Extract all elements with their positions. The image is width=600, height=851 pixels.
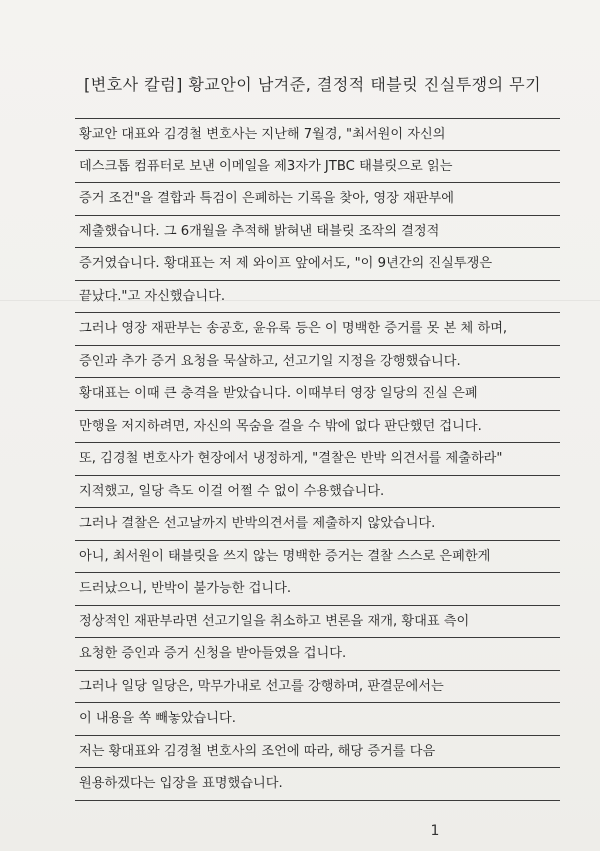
text-line-15: 드러났으니, 반박이 불가능한 겁니다. (75, 573, 560, 606)
text-line-3: 증거 조건"을 결합과 특검이 은폐하는 기록을 찾아, 영장 재판부에 (75, 183, 560, 216)
text-line-2: 데스크톱 컴퓨터로 보낸 이메일을 제3자가 JTBC 태블릿으로 읽는 (75, 151, 560, 184)
text-line-17: 요청한 증인과 증거 신청을 받아들였을 겁니다. (75, 638, 560, 671)
text-line-16: 정상적인 재판부라면 선고기일을 취소하고 변론을 재개, 황대표 측이 (75, 606, 560, 639)
text-line-20: 저는 황대표와 김경철 변호사의 조언에 따라, 해당 증거를 다음 (75, 736, 560, 769)
page-number: 1 (430, 823, 440, 839)
text-line-14: 아니, 최서원이 태블릿을 쓰지 않는 명백한 증거는 결찰 스스로 은폐한게 (75, 541, 560, 574)
text-line-1: 황교안 대표와 김경철 변호사는 지난해 7월경, "최서원이 자신의 (75, 118, 560, 151)
text-line-10: 만행을 저지하려면, 자신의 목숨을 걸을 수 밖에 없다 판단했던 겁니다. (75, 411, 560, 444)
text-line-8: 증인과 추가 증거 요청을 묵살하고, 선고기일 지정을 강행했습니다. (75, 346, 560, 379)
text-line-6: 끝났다."고 자신했습니다. (75, 281, 560, 314)
text-line-21: 원용하겠다는 입장을 표명했습니다. (75, 768, 560, 801)
text-line-13: 그러나 결찰은 선고날까지 반박의견서를 제출하지 않았습니다. (75, 508, 560, 541)
text-line-19: 이 내용을 쏙 빼놓았습니다. (75, 703, 560, 736)
text-line-18: 그러나 일당 일당은, 막무가내로 선고를 강행하며, 판결문에서는 (75, 671, 560, 704)
text-line-4: 제출했습니다. 그 6개월을 추적해 밝혀낸 태블릿 조작의 결정적 (75, 216, 560, 249)
text-line-12: 지적했고, 일당 측도 이걸 어쩔 수 없이 수용했습니다. (75, 476, 560, 509)
letter-title: [변호사 칼럼] 황교안이 남겨준, 결정적 태블릿 진실투쟁의 무기 (84, 75, 542, 94)
text-line-9: 황대표는 이때 큰 충격을 받았습니다. 이때부터 영장 일당의 진실 은폐 (75, 378, 560, 411)
text-line-5: 증거였습니다. 황대표는 저 제 와이프 앞에서도, "이 9년간의 진실투쟁은 (75, 248, 560, 281)
ruled-text-body (75, 118, 560, 801)
text-line-7: 그러나 영장 재판부는 송공호, 윤유록 등은 이 명백한 증거를 못 본 체 하며, (75, 313, 560, 346)
text-line-11: 또, 김경철 변호사가 현장에서 냉정하게, "결찰은 반박 의견서를 제출하라" (75, 443, 560, 476)
